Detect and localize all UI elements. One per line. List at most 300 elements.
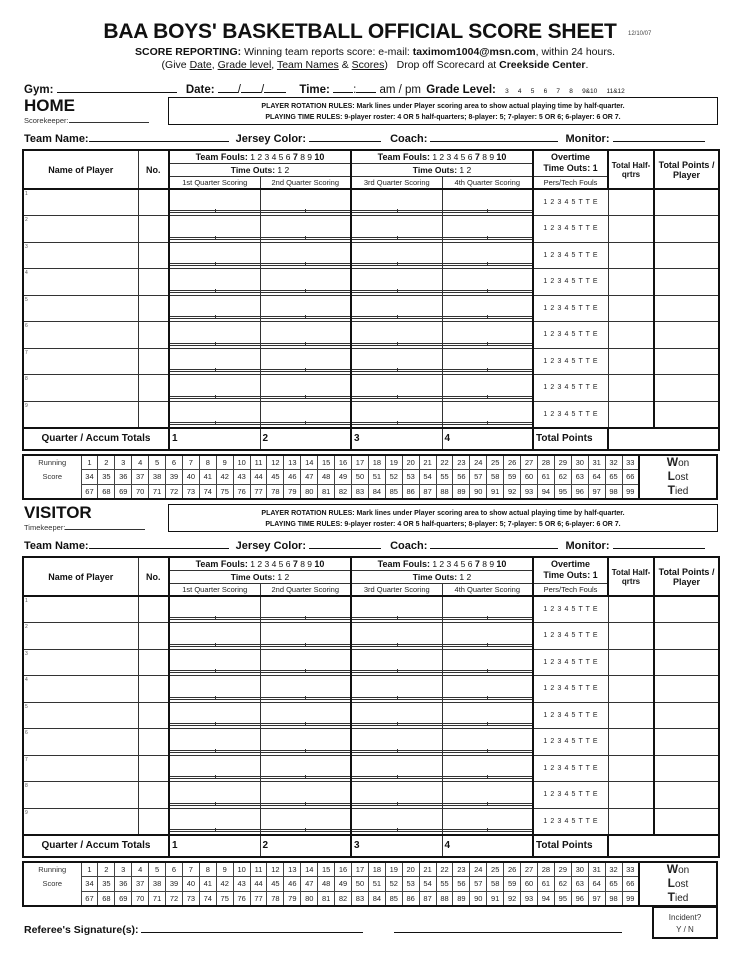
home-result-cell[interactable]	[639, 455, 717, 499]
q3-score-cell[interactable]	[351, 242, 442, 269]
total-half-qrtrs-cell[interactable]	[608, 401, 654, 428]
running-score-cell[interactable]: 13	[284, 862, 301, 877]
q4-score-cell[interactable]	[442, 242, 533, 269]
total-points-value-cell[interactable]	[608, 428, 719, 450]
running-score-cell[interactable]: 14	[301, 862, 318, 877]
running-score-cell[interactable]: 8	[199, 455, 216, 470]
q4-total-cell[interactable]: 4	[442, 428, 533, 450]
running-score-cell[interactable]: 23	[453, 862, 470, 877]
total-points-cell[interactable]	[654, 216, 719, 243]
running-score-cell[interactable]: 49	[335, 470, 352, 485]
running-score-cell[interactable]: 84	[368, 891, 385, 906]
running-score-cell[interactable]: 62	[554, 470, 571, 485]
running-score-cell[interactable]: 39	[166, 470, 183, 485]
player-number-cell[interactable]	[138, 269, 169, 296]
running-score-cell[interactable]: 17	[352, 455, 369, 470]
player-number-cell[interactable]	[138, 242, 169, 269]
q2-score-cell[interactable]	[260, 596, 351, 623]
q2-score-cell[interactable]	[260, 623, 351, 650]
running-score-cell[interactable]: 80	[301, 891, 318, 906]
running-score-cell[interactable]: 75	[216, 484, 233, 499]
ot-time-outs[interactable]: Time Outs: 1	[543, 163, 598, 174]
q3-score-cell[interactable]	[351, 782, 442, 809]
running-score-cell[interactable]: 70	[132, 484, 149, 499]
q2-score-cell[interactable]	[260, 348, 351, 375]
running-score-cell[interactable]: 71	[149, 484, 166, 499]
player-number-cell[interactable]	[138, 649, 169, 676]
q3-total-cell[interactable]: 3	[351, 428, 442, 450]
running-score-cell[interactable]: 65	[605, 470, 622, 485]
running-score-cell[interactable]: 20	[402, 455, 419, 470]
running-score-cell[interactable]: 77	[250, 891, 267, 906]
running-score-cell[interactable]: 16	[335, 862, 352, 877]
q3-score-cell[interactable]	[351, 676, 442, 703]
running-score-cell[interactable]: 82	[335, 891, 352, 906]
timekeeper-field[interactable]	[65, 522, 145, 530]
q2-score-cell[interactable]	[260, 189, 351, 216]
player-name-cell[interactable]: 9	[23, 401, 138, 428]
home-team-name-field[interactable]	[89, 132, 229, 142]
running-score-cell[interactable]: 66	[622, 470, 639, 485]
running-score-cell[interactable]: 18	[368, 862, 385, 877]
q1-score-cell[interactable]	[169, 189, 260, 216]
q1-score-cell[interactable]	[169, 755, 260, 782]
foul-marks-cell[interactable]: 1 2 3 4 5 T T E	[533, 189, 608, 216]
running-score-cell[interactable]: 36	[115, 877, 132, 892]
running-score-cell[interactable]: 17	[352, 862, 369, 877]
running-score-cell[interactable]: 55	[436, 877, 453, 892]
total-half-qrtrs-cell[interactable]	[608, 348, 654, 375]
foul-marks-cell[interactable]: 1 2 3 4 5 T T E	[533, 242, 608, 269]
running-score-cell[interactable]: 29	[554, 862, 571, 877]
running-score-cell[interactable]: 32	[605, 455, 622, 470]
running-score-cell[interactable]: 97	[588, 891, 605, 906]
gym-field[interactable]	[57, 83, 177, 93]
total-half-qrtrs-cell[interactable]	[608, 808, 654, 835]
running-score-cell[interactable]: 69	[115, 484, 132, 499]
total-points-cell[interactable]	[654, 702, 719, 729]
running-score-cell[interactable]: 65	[605, 877, 622, 892]
running-score-cell[interactable]: 4	[132, 862, 149, 877]
running-score-cell[interactable]: 78	[267, 891, 284, 906]
foul-marks-cell[interactable]: 1 2 3 4 5 T T E	[533, 269, 608, 296]
result-option-tied[interactable]: Tied	[667, 483, 689, 497]
team-fouls-second-half[interactable]: Team Fouls: 1 2 3 4 5 6 7 8 9 10	[351, 150, 533, 163]
q4-total-cell[interactable]: 4	[442, 835, 533, 857]
running-score-cell[interactable]: 80	[301, 484, 318, 499]
player-name-cell[interactable]: 6	[23, 729, 138, 756]
running-score-cell[interactable]: 95	[554, 484, 571, 499]
running-score-cell[interactable]: 38	[149, 470, 166, 485]
running-score-cell[interactable]: 54	[419, 877, 436, 892]
running-score-cell[interactable]: 59	[504, 470, 521, 485]
foul-marks-cell[interactable]: 1 2 3 4 5 T T E	[533, 808, 608, 835]
running-score-cell[interactable]: 59	[504, 877, 521, 892]
q1-score-cell[interactable]	[169, 702, 260, 729]
player-number-cell[interactable]	[138, 729, 169, 756]
running-score-cell[interactable]: 64	[588, 877, 605, 892]
total-points-cell[interactable]	[654, 755, 719, 782]
player-name-cell[interactable]: 2	[23, 623, 138, 650]
q1-score-cell[interactable]	[169, 216, 260, 243]
total-half-qrtrs-cell[interactable]	[608, 649, 654, 676]
grade-option[interactable]: 4	[517, 88, 522, 95]
q3-score-cell[interactable]	[351, 322, 442, 349]
time-outs-first-half[interactable]: Time Outs: 1 2	[169, 570, 351, 583]
q1-score-cell[interactable]	[169, 729, 260, 756]
running-score-cell[interactable]: 79	[284, 891, 301, 906]
grade-option[interactable]: 5	[530, 88, 535, 95]
q2-score-cell[interactable]	[260, 295, 351, 322]
running-score-cell[interactable]: 67	[81, 891, 98, 906]
player-name-cell[interactable]: 8	[23, 782, 138, 809]
running-score-cell[interactable]: 33	[622, 862, 639, 877]
running-score-cell[interactable]: 5	[149, 862, 166, 877]
running-score-cell[interactable]: 67	[81, 484, 98, 499]
running-score-cell[interactable]: 76	[233, 484, 250, 499]
running-score-cell[interactable]: 1	[81, 862, 98, 877]
team-fouls-first-half[interactable]: Team Fouls: 1 2 3 4 5 6 7 8 9 10	[169, 557, 351, 570]
player-number-cell[interactable]	[138, 401, 169, 428]
visitor-coach-field[interactable]	[430, 539, 558, 549]
running-score-cell[interactable]: 48	[318, 470, 335, 485]
running-score-cell[interactable]: 39	[166, 877, 183, 892]
running-score-cell[interactable]: 49	[335, 877, 352, 892]
player-number-cell[interactable]	[138, 808, 169, 835]
q4-score-cell[interactable]	[442, 702, 533, 729]
q4-score-cell[interactable]	[442, 676, 533, 703]
running-score-cell[interactable]: 40	[182, 877, 199, 892]
running-score-cell[interactable]: 44	[250, 877, 267, 892]
running-score-cell[interactable]: 81	[318, 891, 335, 906]
running-score-cell[interactable]: 25	[487, 862, 504, 877]
player-name-cell[interactable]: 1	[23, 596, 138, 623]
total-points-cell[interactable]	[654, 348, 719, 375]
running-score-cell[interactable]: 55	[436, 470, 453, 485]
player-name-cell[interactable]: 8	[23, 375, 138, 402]
q2-score-cell[interactable]	[260, 755, 351, 782]
running-score-cell[interactable]: 2	[98, 862, 115, 877]
running-score-cell[interactable]: 9	[216, 455, 233, 470]
q2-total-cell[interactable]: 2	[260, 428, 351, 450]
time-outs-first-half[interactable]: Time Outs: 1 2	[169, 163, 351, 176]
q1-score-cell[interactable]	[169, 401, 260, 428]
running-score-cell[interactable]: 74	[199, 484, 216, 499]
player-number-cell[interactable]	[138, 295, 169, 322]
total-half-qrtrs-cell[interactable]	[608, 782, 654, 809]
visitor-monitor-field[interactable]	[613, 539, 705, 549]
running-score-cell[interactable]: 38	[149, 877, 166, 892]
q2-score-cell[interactable]	[260, 729, 351, 756]
running-score-cell[interactable]: 40	[182, 470, 199, 485]
total-half-qrtrs-cell[interactable]	[608, 623, 654, 650]
q1-score-cell[interactable]	[169, 322, 260, 349]
total-points-cell[interactable]	[654, 375, 719, 402]
running-score-cell[interactable]: 8	[199, 862, 216, 877]
running-score-cell[interactable]: 53	[402, 470, 419, 485]
total-points-cell[interactable]	[654, 676, 719, 703]
running-score-cell[interactable]: 22	[436, 862, 453, 877]
q4-score-cell[interactable]	[442, 348, 533, 375]
running-score-cell[interactable]: 85	[385, 891, 402, 906]
running-score-cell[interactable]: 47	[301, 877, 318, 892]
foul-marks-cell[interactable]: 1 2 3 4 5 T T E	[533, 401, 608, 428]
q2-score-cell[interactable]	[260, 676, 351, 703]
q4-score-cell[interactable]	[442, 808, 533, 835]
running-score-cell[interactable]: 97	[588, 484, 605, 499]
running-score-cell[interactable]: 43	[233, 470, 250, 485]
total-points-cell[interactable]	[654, 401, 719, 428]
running-score-cell[interactable]: 52	[385, 877, 402, 892]
running-score-cell[interactable]: 18	[368, 455, 385, 470]
total-half-qrtrs-cell[interactable]	[608, 755, 654, 782]
foul-marks-cell[interactable]: 1 2 3 4 5 T T E	[533, 623, 608, 650]
total-points-cell[interactable]	[654, 242, 719, 269]
player-name-cell[interactable]: 1	[23, 189, 138, 216]
running-score-cell[interactable]: 66	[622, 877, 639, 892]
foul-marks-cell[interactable]: 1 2 3 4 5 T T E	[533, 729, 608, 756]
running-score-cell[interactable]: 87	[419, 484, 436, 499]
total-half-qrtrs-cell[interactable]	[608, 242, 654, 269]
player-number-cell[interactable]	[138, 216, 169, 243]
running-score-cell[interactable]: 72	[166, 484, 183, 499]
running-score-cell[interactable]: 69	[115, 891, 132, 906]
running-score-cell[interactable]: 28	[537, 862, 554, 877]
running-score-cell[interactable]: 24	[470, 455, 487, 470]
foul-marks-cell[interactable]: 1 2 3 4 5 T T E	[533, 295, 608, 322]
running-score-cell[interactable]: 33	[622, 455, 639, 470]
q2-score-cell[interactable]	[260, 401, 351, 428]
q1-score-cell[interactable]	[169, 375, 260, 402]
time-minute-field[interactable]	[356, 83, 376, 93]
total-points-cell[interactable]	[654, 295, 719, 322]
q3-score-cell[interactable]	[351, 189, 442, 216]
running-score-cell[interactable]: 79	[284, 484, 301, 499]
running-score-cell[interactable]: 24	[470, 862, 487, 877]
grade-option[interactable]: 11&12	[606, 88, 625, 95]
q4-score-cell[interactable]	[442, 375, 533, 402]
q3-score-cell[interactable]	[351, 216, 442, 243]
ot-time-outs[interactable]: Time Outs: 1	[543, 570, 598, 581]
referee-signature-field-1[interactable]	[141, 923, 363, 933]
q3-score-cell[interactable]	[351, 729, 442, 756]
running-score-cell[interactable]: 57	[470, 470, 487, 485]
q1-score-cell[interactable]	[169, 295, 260, 322]
running-score-cell[interactable]: 61	[537, 470, 554, 485]
running-score-cell[interactable]: 56	[453, 877, 470, 892]
total-half-qrtrs-cell[interactable]	[608, 322, 654, 349]
running-score-cell[interactable]: 41	[199, 877, 216, 892]
running-score-cell[interactable]: 31	[588, 455, 605, 470]
running-score-cell[interactable]: 58	[487, 470, 504, 485]
visitor-jersey-color-field[interactable]	[309, 539, 381, 549]
q2-score-cell[interactable]	[260, 242, 351, 269]
running-score-cell[interactable]: 93	[521, 484, 538, 499]
total-half-qrtrs-cell[interactable]	[608, 375, 654, 402]
running-score-cell[interactable]: 48	[318, 877, 335, 892]
running-score-cell[interactable]: 54	[419, 470, 436, 485]
grade-option[interactable]: 6	[543, 88, 548, 95]
total-points-cell[interactable]	[654, 189, 719, 216]
foul-marks-cell[interactable]: 1 2 3 4 5 T T E	[533, 649, 608, 676]
running-score-cell[interactable]: 15	[318, 862, 335, 877]
running-score-cell[interactable]: 27	[521, 862, 538, 877]
running-score-cell[interactable]: 32	[605, 862, 622, 877]
running-score-cell[interactable]: 88	[436, 891, 453, 906]
running-score-cell[interactable]: 73	[182, 891, 199, 906]
running-score-cell[interactable]: 30	[571, 862, 588, 877]
player-name-cell[interactable]: 7	[23, 755, 138, 782]
running-score-cell[interactable]: 83	[352, 891, 369, 906]
running-score-cell[interactable]: 74	[199, 891, 216, 906]
total-points-cell[interactable]	[654, 649, 719, 676]
q1-score-cell[interactable]	[169, 348, 260, 375]
total-half-qrtrs-cell[interactable]	[608, 216, 654, 243]
player-number-cell[interactable]	[138, 623, 169, 650]
q1-score-cell[interactable]	[169, 676, 260, 703]
running-score-cell[interactable]: 20	[402, 862, 419, 877]
running-score-cell[interactable]: 64	[588, 470, 605, 485]
running-score-cell[interactable]: 41	[199, 470, 216, 485]
running-score-cell[interactable]: 58	[487, 877, 504, 892]
running-score-cell[interactable]: 21	[419, 862, 436, 877]
total-points-cell[interactable]	[654, 729, 719, 756]
player-number-cell[interactable]	[138, 676, 169, 703]
home-jersey-color-field[interactable]	[309, 132, 381, 142]
player-number-cell[interactable]	[138, 782, 169, 809]
running-score-cell[interactable]: 53	[402, 877, 419, 892]
q4-score-cell[interactable]	[442, 269, 533, 296]
running-score-cell[interactable]: 98	[605, 484, 622, 499]
running-score-cell[interactable]: 91	[487, 891, 504, 906]
foul-marks-cell[interactable]: 1 2 3 4 5 T T E	[533, 216, 608, 243]
total-points-cell[interactable]	[654, 322, 719, 349]
running-score-cell[interactable]: 46	[284, 877, 301, 892]
q3-score-cell[interactable]	[351, 375, 442, 402]
grade-option[interactable]: 3	[505, 88, 509, 95]
running-score-cell[interactable]: 30	[571, 455, 588, 470]
player-name-cell[interactable]: 5	[23, 702, 138, 729]
running-score-cell[interactable]: 7	[182, 455, 199, 470]
grade-option[interactable]: 9&10	[582, 88, 598, 95]
home-coach-field[interactable]	[430, 132, 558, 142]
running-score-cell[interactable]: 42	[216, 877, 233, 892]
running-score-cell[interactable]: 81	[318, 484, 335, 499]
running-score-cell[interactable]: 5	[149, 455, 166, 470]
total-half-qrtrs-cell[interactable]	[608, 269, 654, 296]
running-score-cell[interactable]: 92	[504, 484, 521, 499]
q2-score-cell[interactable]	[260, 216, 351, 243]
q3-score-cell[interactable]	[351, 401, 442, 428]
q1-score-cell[interactable]	[169, 623, 260, 650]
player-name-cell[interactable]: 6	[23, 322, 138, 349]
running-score-cell[interactable]: 95	[554, 891, 571, 906]
running-score-cell[interactable]: 36	[115, 470, 132, 485]
running-score-cell[interactable]: 3	[115, 862, 132, 877]
running-score-cell[interactable]: 85	[385, 484, 402, 499]
total-half-qrtrs-cell[interactable]	[608, 295, 654, 322]
running-score-cell[interactable]: 11	[250, 455, 267, 470]
running-score-cell[interactable]: 60	[521, 877, 538, 892]
running-score-cell[interactable]: 51	[368, 470, 385, 485]
total-half-qrtrs-cell[interactable]	[608, 596, 654, 623]
player-number-cell[interactable]	[138, 755, 169, 782]
q1-total-cell[interactable]: 1	[169, 835, 260, 857]
running-score-cell[interactable]: 35	[98, 877, 115, 892]
player-number-cell[interactable]	[138, 348, 169, 375]
q4-score-cell[interactable]	[442, 755, 533, 782]
date-month-field[interactable]	[218, 83, 238, 93]
player-name-cell[interactable]: 4	[23, 269, 138, 296]
total-points-value-cell[interactable]	[608, 835, 719, 857]
q3-total-cell[interactable]: 3	[351, 835, 442, 857]
running-score-cell[interactable]: 2	[98, 455, 115, 470]
running-score-cell[interactable]: 34	[81, 877, 98, 892]
running-score-cell[interactable]: 86	[402, 484, 419, 499]
running-score-cell[interactable]: 13	[284, 455, 301, 470]
player-number-cell[interactable]	[138, 322, 169, 349]
q4-score-cell[interactable]	[442, 729, 533, 756]
total-points-cell[interactable]	[654, 623, 719, 650]
player-number-cell[interactable]	[138, 702, 169, 729]
q2-score-cell[interactable]	[260, 375, 351, 402]
total-points-cell[interactable]	[654, 782, 719, 809]
q3-score-cell[interactable]	[351, 269, 442, 296]
player-number-cell[interactable]	[138, 596, 169, 623]
running-score-cell[interactable]: 47	[301, 470, 318, 485]
running-score-cell[interactable]: 71	[149, 891, 166, 906]
q4-score-cell[interactable]	[442, 295, 533, 322]
total-half-qrtrs-cell[interactable]	[608, 676, 654, 703]
running-score-cell[interactable]: 94	[537, 891, 554, 906]
result-option-won[interactable]: Won	[666, 455, 690, 469]
running-score-cell[interactable]: 89	[453, 484, 470, 499]
total-half-qrtrs-cell[interactable]	[608, 702, 654, 729]
running-score-cell[interactable]: 68	[98, 484, 115, 499]
date-year-field[interactable]	[264, 83, 286, 93]
running-score-cell[interactable]: 42	[216, 470, 233, 485]
running-score-cell[interactable]: 29	[554, 455, 571, 470]
running-score-cell[interactable]: 19	[385, 862, 402, 877]
running-score-cell[interactable]: 46	[284, 470, 301, 485]
player-name-cell[interactable]: 4	[23, 676, 138, 703]
running-score-cell[interactable]: 45	[267, 470, 284, 485]
running-score-cell[interactable]: 12	[267, 862, 284, 877]
q2-score-cell[interactable]	[260, 702, 351, 729]
q4-score-cell[interactable]	[442, 623, 533, 650]
q4-score-cell[interactable]	[442, 322, 533, 349]
q1-score-cell[interactable]	[169, 649, 260, 676]
foul-marks-cell[interactable]: 1 2 3 4 5 T T E	[533, 782, 608, 809]
running-score-cell[interactable]: 62	[554, 877, 571, 892]
q4-score-cell[interactable]	[442, 596, 533, 623]
result-option-won[interactable]: Won	[666, 862, 690, 876]
running-score-cell[interactable]: 90	[470, 891, 487, 906]
q3-score-cell[interactable]	[351, 596, 442, 623]
running-score-cell[interactable]: 43	[233, 877, 250, 892]
q2-score-cell[interactable]	[260, 649, 351, 676]
running-score-cell[interactable]: 70	[132, 891, 149, 906]
running-score-cell[interactable]: 37	[132, 877, 149, 892]
result-option-tied[interactable]: Tied	[667, 890, 689, 904]
running-score-cell[interactable]: 44	[250, 470, 267, 485]
q3-score-cell[interactable]	[351, 623, 442, 650]
running-score-cell[interactable]: 56	[453, 470, 470, 485]
q4-score-cell[interactable]	[442, 216, 533, 243]
foul-marks-cell[interactable]: 1 2 3 4 5 T T E	[533, 348, 608, 375]
running-score-cell[interactable]: 1	[81, 455, 98, 470]
q3-score-cell[interactable]	[351, 808, 442, 835]
